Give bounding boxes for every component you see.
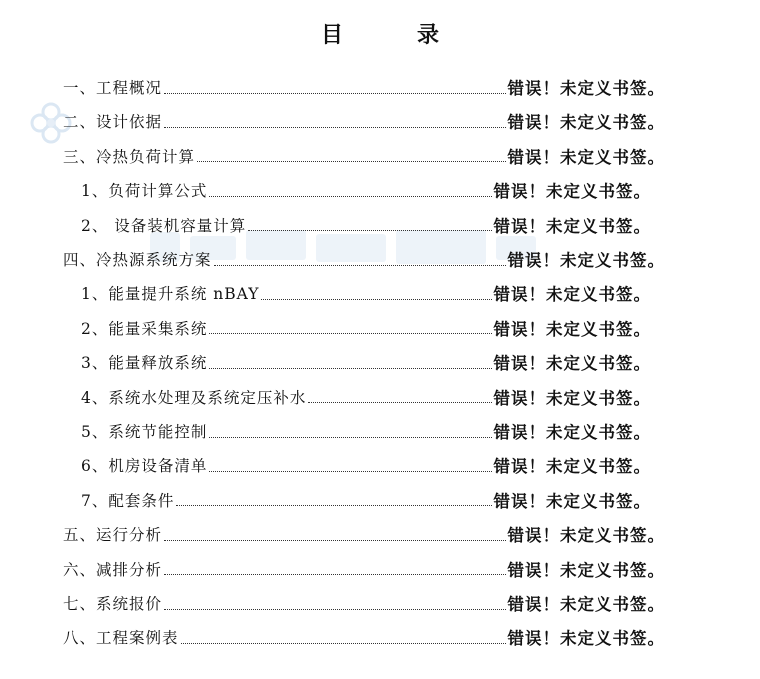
toc-dot-leader [176,505,491,506]
toc-dot-leader [261,299,491,300]
toc-entry[interactable] [81,345,651,379]
toc-entry-label: 1、能量提升系统 nBAY [81,285,260,304]
toc-dot-leader [197,161,505,162]
toc-dot-leader [308,402,491,403]
toc-entry-page-ref: 错误！未定义书签。 [493,182,651,202]
toc-entry[interactable] [63,104,665,138]
toc-entry[interactable] [63,242,665,276]
toc-dot-leader [164,574,505,575]
toc-entry[interactable] [81,380,651,414]
toc-entry-page-ref: 错误！未定义书签。 [493,457,651,477]
toc-entry-label: 2、 设备装机容量计算 [81,216,247,235]
toc-entry-page-ref: 错误！未定义书签。 [493,491,651,511]
toc-entry[interactable] [63,517,665,551]
toc-dot-leader [248,230,491,231]
toc-entry-label: 六、减排分析 [63,560,163,579]
toc-entry[interactable] [81,173,651,207]
toc-entry-page-ref: 错误！未定义书签。 [493,388,651,408]
toc-entry-page-ref: 错误！未定义书签。 [507,251,665,270]
toc-dot-leader [164,609,505,610]
toc-entry[interactable] [63,70,665,104]
toc-entry[interactable] [63,620,665,654]
toc-entry-label: 八、工程案例表 [63,629,179,648]
toc-dot-leader [209,333,491,334]
toc-entry[interactable] [81,311,651,345]
toc-entry-label: 五、运行分析 [63,526,163,545]
toc-entry-label: 7、配套条件 [81,491,175,510]
toc-entry-page-ref: 错误！未定义书签。 [493,285,651,305]
toc-entry-page-ref: 错误！未定义书签。 [507,113,665,133]
toc-dot-leader [209,471,491,472]
toc-entry[interactable] [63,552,665,586]
toc-entry-label: 二、设计依据 [63,113,163,132]
toc-dot-leader [181,643,506,644]
toc-title: 目 录 [320,22,465,48]
toc-entry[interactable] [81,414,651,448]
toc-entry[interactable] [81,448,651,482]
toc-entry-label: 七、系统报价 [63,595,163,613]
toc-dot-leader [164,93,505,94]
toc-entry-page-ref: 错误！未定义书签。 [493,319,651,339]
toc-entry-page-ref: 错误！未定义书签。 [507,629,665,649]
toc-entry[interactable] [63,586,665,620]
toc-entry-label: 3、能量释放系统 [81,354,208,373]
toc-entry-page-ref: 错误！未定义书签。 [507,526,665,546]
toc-dot-leader [209,437,491,438]
toc-entry-label: 5、系统节能控制 [81,423,208,441]
toc-entry[interactable] [81,208,651,242]
toc-entry-page-ref: 错误！未定义书签。 [493,216,651,236]
toc-dot-leader [209,196,491,197]
toc-dot-leader [164,540,505,541]
toc-entry-label: 三、冷热负荷计算 [63,147,196,166]
toc-entry[interactable] [81,483,651,517]
toc-entry-page-ref: 错误！未定义书签。 [493,354,651,374]
toc-dot-leader [209,368,491,369]
toc-entry-label: 2、能量采集系统 [81,319,208,338]
toc-entry-label: 一、工程概况 [63,79,163,97]
toc-entry[interactable] [81,276,651,310]
toc-entry-label: 1、负荷计算公式 [81,182,208,201]
toc-entry-page-ref: 错误！未定义书签。 [507,147,665,167]
toc-entry[interactable] [63,139,665,173]
toc-entry-page-ref: 错误！未定义书签。 [507,560,665,580]
toc-entry-page-ref: 错误！未定义书签。 [507,595,665,614]
toc-entry-label: 4、系统水处理及系统定压补水 [81,388,307,407]
toc-entry-page-ref: 错误！未定义书签。 [493,423,651,442]
toc-dot-leader [164,127,505,128]
toc-entry-label: 6、机房设备清单 [81,457,208,476]
toc-entry-page-ref: 错误！未定义书签。 [507,79,665,98]
toc-entry-label: 四、冷热源系统方案 [63,251,212,269]
toc-dot-leader [214,265,506,266]
